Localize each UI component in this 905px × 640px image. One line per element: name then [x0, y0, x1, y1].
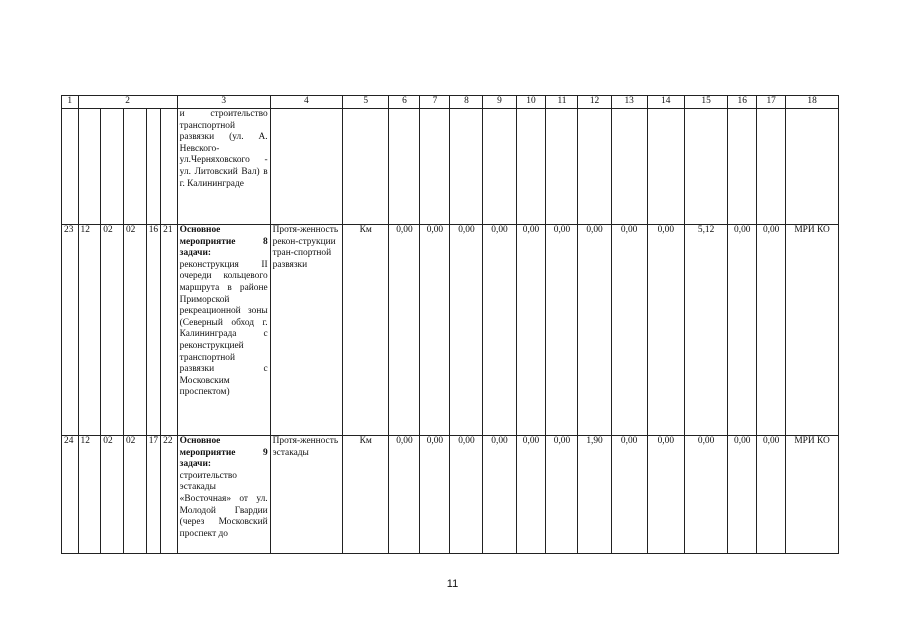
activity-text: реконструкция II очереди кольцевого маршрута в районе Приморской рекреационной зоны (Северный обход г. Калининграда с реконструкцией транспортной развязки с Московским проспектом) [179, 259, 268, 398]
value-cell: 0,00 [450, 225, 483, 436]
program-table [61, 95, 839, 554]
table-row [62, 225, 839, 436]
value-cell: 0,00 [483, 225, 516, 436]
code-cell: 02 [101, 436, 124, 554]
value-cell: 0,00 [757, 225, 786, 436]
empty-cell [684, 109, 727, 225]
value-cell: 0,00 [728, 225, 757, 436]
code-cell: 17 [146, 436, 160, 554]
value-cell: 0,00 [647, 225, 684, 436]
empty-cell [450, 109, 483, 225]
value-cell: 0,00 [483, 436, 516, 554]
value-cell: 5,12 [684, 225, 727, 436]
indicator-cell: Протя-женность эстакады [270, 436, 342, 554]
empty-cell [728, 109, 757, 225]
value-cell: 1,90 [578, 436, 611, 554]
activity-title: Основное мероприятие 9 задачи: [179, 436, 268, 470]
header-cell: 12 [578, 96, 611, 109]
value-cell: 0,00 [546, 436, 578, 554]
header-cell: 11 [546, 96, 578, 109]
empty-cell [483, 109, 516, 225]
header-cell: 8 [450, 96, 483, 109]
empty-cell [78, 109, 101, 225]
header-cell: 15 [684, 96, 727, 109]
header-cell: 14 [647, 96, 684, 109]
value-cell: 0,00 [757, 436, 786, 554]
code-cell: 12 [78, 436, 101, 554]
header-row [62, 96, 839, 109]
empty-cell [62, 109, 79, 225]
unit-cell: Км [342, 436, 388, 554]
code-cell: 21 [161, 225, 178, 436]
header-cell: 18 [786, 96, 839, 109]
table-row [62, 436, 839, 554]
activity-title: Основное мероприятие 8 задачи: [179, 225, 268, 259]
header-cell: 1 [62, 96, 79, 109]
header-cell: 16 [728, 96, 757, 109]
code-cell: 22 [161, 436, 178, 554]
indicator-cell: Протя-женность рекон-струкции тран-спортной развязки [270, 225, 342, 436]
activity-text: строительство эстакады «Восточная» от ул. Молодой Гвардии (через Московский проспект до [179, 470, 268, 539]
header-cell: 9 [483, 96, 516, 109]
value-cell: 0,00 [420, 436, 450, 554]
empty-cell [786, 109, 839, 225]
header-cell: 5 [342, 96, 388, 109]
value-cell: 0,00 [611, 436, 647, 554]
activity-description [177, 436, 270, 554]
header-cell: 10 [516, 96, 546, 109]
value-cell: 0,00 [578, 225, 611, 436]
executor-cell: МРИ КО [786, 436, 839, 554]
empty-cell [647, 109, 684, 225]
empty-cell [578, 109, 611, 225]
code-cell: 02 [123, 225, 146, 436]
empty-cell [342, 109, 388, 225]
value-cell: 0,00 [450, 436, 483, 554]
empty-cell [123, 109, 146, 225]
header-cell: 17 [757, 96, 786, 109]
row-number: 23 [62, 225, 79, 436]
empty-cell [270, 109, 342, 225]
empty-cell [757, 109, 786, 225]
value-cell: 0,00 [420, 225, 450, 436]
code-cell: 16 [146, 225, 160, 436]
empty-cell [146, 109, 160, 225]
header-cell: 4 [270, 96, 342, 109]
unit-cell: Км [342, 225, 388, 436]
table-row-continuation [62, 109, 839, 225]
value-cell: 0,00 [516, 436, 546, 554]
header-cell: 3 [177, 96, 270, 109]
value-cell: 0,00 [684, 436, 727, 554]
empty-cell [420, 109, 450, 225]
executor-cell: МРИ КО [786, 225, 839, 436]
value-cell: 0,00 [647, 436, 684, 554]
empty-cell [516, 109, 546, 225]
value-cell: 0,00 [728, 436, 757, 554]
header-cell: 7 [420, 96, 450, 109]
empty-cell [161, 109, 178, 225]
code-cell: 02 [123, 436, 146, 554]
value-cell: 0,00 [516, 225, 546, 436]
activity-description: и строительство транспортной развязки (ул. А. Невского-ул.Черняховского - ул. Литовский Вал) в г. Калининграде [177, 109, 270, 225]
value-cell: 0,00 [546, 225, 578, 436]
value-cell: 0,00 [389, 225, 420, 436]
header-cell: 6 [389, 96, 420, 109]
code-cell: 12 [78, 225, 101, 436]
empty-cell [546, 109, 578, 225]
code-cell: 02 [101, 225, 124, 436]
empty-cell [389, 109, 420, 225]
row-number: 24 [62, 436, 79, 554]
header-cell: 2 [78, 96, 177, 109]
page-number: 11 [446, 578, 459, 590]
empty-cell [611, 109, 647, 225]
empty-cell [101, 109, 124, 225]
value-cell: 0,00 [389, 436, 420, 554]
header-cell: 13 [611, 96, 647, 109]
value-cell: 0,00 [611, 225, 647, 436]
activity-description [177, 225, 270, 436]
